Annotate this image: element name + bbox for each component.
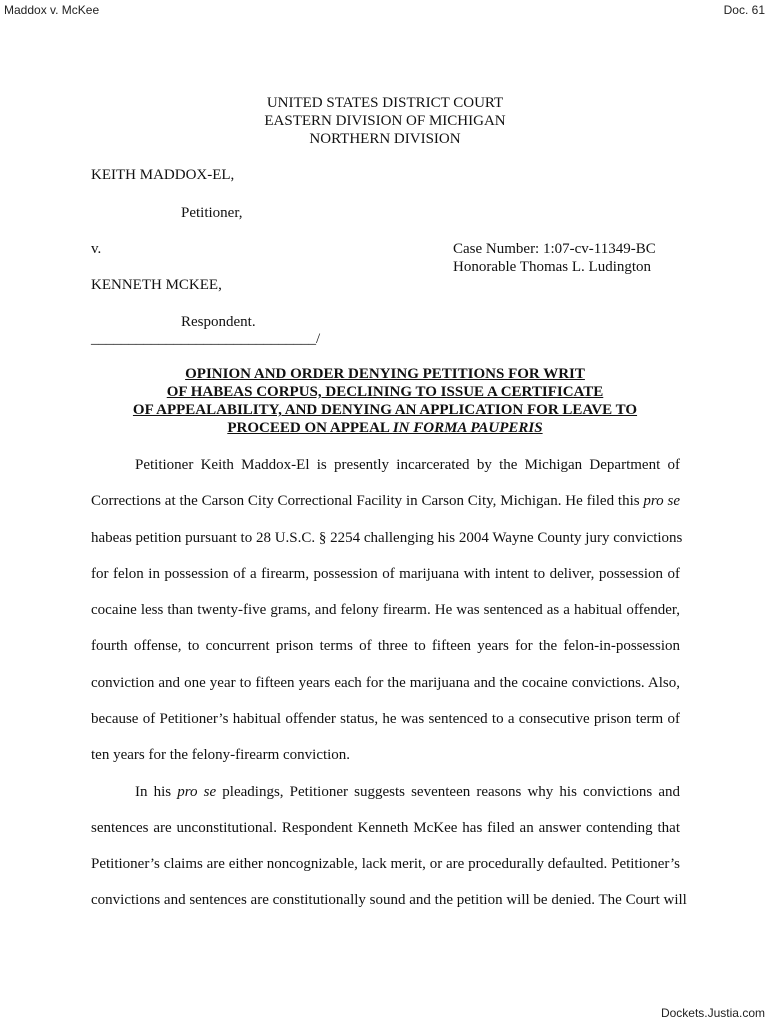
title-line-4-italic: IN FORMA PAUPERIS bbox=[392, 420, 543, 436]
case-number: Case Number: 1:07-cv-11349-BC bbox=[453, 241, 656, 257]
court-division: NORTHERN DIVISION bbox=[309, 131, 461, 147]
page-header-case-name: Maddox v. McKee bbox=[4, 3, 100, 17]
paragraph-1-line-2 bbox=[91, 492, 680, 510]
paragraph-1-line-6: fourth offense, to concurrent prison terms of three to fifteen years for the felon-in-possession bbox=[91, 638, 680, 654]
paragraph-1-line-8: because of Petitioner’s habitual offender status, he was sentenced to a consecutive prison term of bbox=[91, 711, 680, 727]
paragraph-2-line-1 bbox=[135, 783, 680, 801]
title-line-3: OF APPEALABILITY, AND DENYING AN APPLICATION FOR LEAVE TO bbox=[132, 402, 638, 418]
paragraph-2-line-1-text-b: pleadings, Petitioner suggests seventeen reasons why his convictions and bbox=[216, 784, 681, 800]
court-name: UNITED STATES DISTRICT COURT bbox=[266, 95, 504, 111]
title-line-1: OPINION AND ORDER DENYING PETITIONS FOR WRIT bbox=[185, 366, 585, 382]
paragraph-1-line-2-text: Corrections at the Carson City Correctional Facility in Carson City, Michigan. He filed this bbox=[91, 493, 644, 509]
court-heading bbox=[0, 94, 770, 148]
paragraph-1-line-2-italic: pro se bbox=[643, 493, 681, 509]
paragraph-2-line-3: Petitioner’s claims are either noncognizable, lack merit, or are procedurally defaulted. Petitioner’s bbox=[91, 856, 680, 872]
paragraph-1-line-1: Petitioner Keith Maddox-El is presently incarcerated by the Michigan Department of bbox=[135, 457, 680, 473]
judge-name: Honorable Thomas L. Ludington bbox=[453, 259, 652, 275]
respondent-role: Respondent. bbox=[181, 314, 256, 330]
paragraph-1-line-7: conviction and one year to fifteen years each for the marijuana and the cocaine convictions. Also, bbox=[91, 675, 680, 691]
petitioner-role: Petitioner, bbox=[181, 205, 243, 221]
paragraph-2-line-1-text-a: In his bbox=[135, 784, 178, 800]
paragraph-2-line-4: convictions and sentences are constitutionally sound and the petition will be denied. The Court will bbox=[91, 892, 687, 908]
document-title bbox=[0, 365, 770, 437]
caption-rule: ______________________________/ bbox=[91, 331, 321, 347]
respondent-name: KENNETH MCKEE, bbox=[91, 277, 222, 293]
paragraph-1-line-3: habeas petition pursuant to 28 U.S.C. § 2254 challenging his 2004 Wayne County jury convictions bbox=[91, 530, 683, 546]
court-district: EASTERN DIVISION OF MICHIGAN bbox=[264, 113, 506, 129]
paragraph-2-line-1-italic: pro se bbox=[177, 784, 217, 800]
title-line-4 bbox=[227, 420, 542, 436]
paragraph-1-line-5: cocaine less than twenty-five grams, and felony firearm. He was sentenced as a habitual offender, bbox=[91, 602, 680, 618]
title-line-2: OF HABEAS CORPUS, DECLINING TO ISSUE A CERTIFICATE bbox=[166, 384, 604, 400]
paragraph-2-line-2: sentences are unconstitutional. Respondent Kenneth McKee has filed an answer contending that bbox=[91, 820, 680, 836]
page-header-doc-number: Doc. 61 bbox=[723, 3, 765, 17]
petitioner-name: KEITH MADDOX-EL, bbox=[91, 167, 235, 183]
paragraph-1-line-4: for felon in possession of a firearm, possession of marijuana with intent to deliver, possession of bbox=[91, 566, 680, 582]
title-line-4-text: PROCEED ON APPEAL bbox=[227, 420, 393, 436]
paragraph-1-line-9: ten years for the felony-firearm conviction. bbox=[91, 747, 351, 763]
versus-label: v. bbox=[91, 241, 102, 257]
page-footer-source: Dockets.Justia.com bbox=[660, 1006, 765, 1020]
